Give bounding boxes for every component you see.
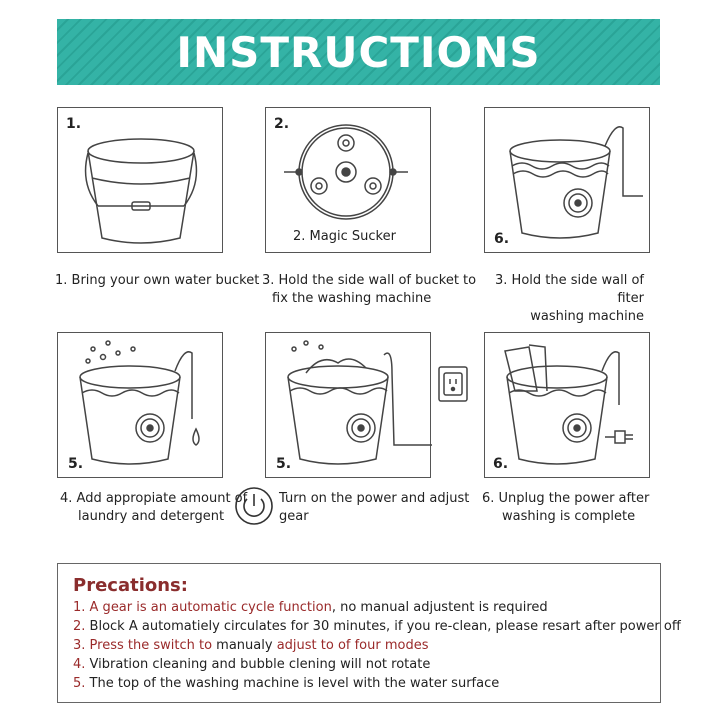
step-number: 2. [274, 116, 290, 132]
precautions-title: Precations: [73, 575, 188, 596]
magic-sucker-label: 2. Magic Sucker [293, 229, 396, 244]
panel-unplug [484, 332, 650, 478]
caption-step-1: 1. Bring your own water bucket [55, 273, 260, 288]
bucket-with-laundry-illustration [485, 333, 651, 479]
caption-step-6: 6. Unplug the power after washing is complete [482, 491, 650, 524]
bucket-illustration [58, 108, 224, 254]
precautions-box [57, 563, 681, 703]
caption-step-2: 3. Hold the side wall of bucket to fix the washing machine [262, 273, 477, 306]
step-number: 5. [276, 456, 292, 472]
precaution-item-4: 4. Vibration cleaning and bubble clening will not rotate [73, 657, 431, 672]
step-number: 6. [494, 231, 510, 247]
precaution-item-2: 2. Block A automatiely circulates for 30 minutes, if you re-clean, please resart after power off [73, 619, 681, 634]
panel-magic-sucker [265, 107, 431, 253]
caption-step-4: 4. Add appropiate amount of laundry and detergent [60, 491, 248, 524]
precaution-item-5: 5. The top of the washing machine is level with the water surface [73, 676, 500, 691]
title-banner [57, 19, 660, 85]
panel-bucket [57, 107, 223, 253]
wall-outlet-icon [438, 366, 468, 402]
step-number: 5. [68, 456, 84, 472]
caption-step-5: Turn on the power and adjust gear [279, 491, 470, 524]
panel-add-detergent [57, 332, 223, 478]
step-number: 1. [66, 116, 82, 132]
panel-power-on [265, 332, 431, 478]
step-number: 6. [493, 456, 509, 472]
power-button-icon [234, 486, 274, 526]
panel-attach-machine [484, 107, 650, 253]
caption-step-3: 3. Hold the side wall of fiter washing machine [495, 273, 644, 324]
precaution-item-3: 3. Press the switch to manualy adjust to of four modes [73, 638, 429, 653]
bucket-with-machine-illustration [485, 108, 651, 254]
page-title: INSTRUCTIONS [176, 27, 541, 77]
precaution-item-1: 1. A gear is an automatic cycle function, no manual adjustent is required [73, 600, 548, 615]
